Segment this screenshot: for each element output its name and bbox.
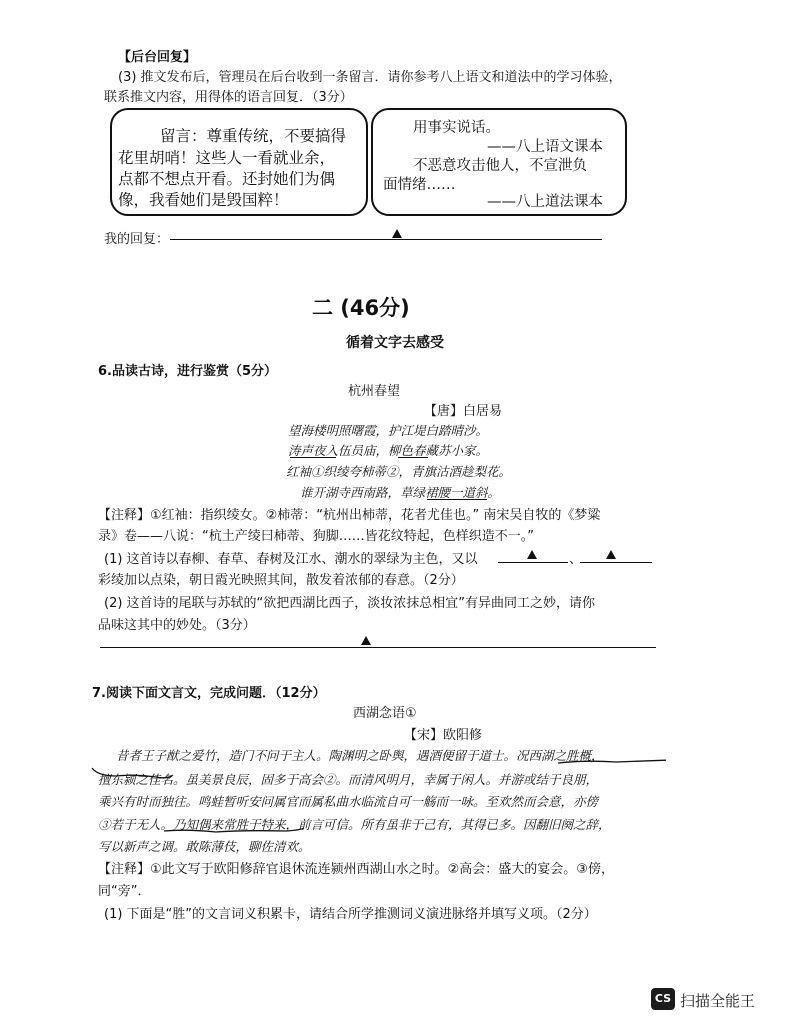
comment-line: 像，我看她们是毁国粹！ xyxy=(118,191,289,209)
textbook-quote-bubble xyxy=(371,108,627,216)
poem-line: 望海楼明照曙霞，护江堤白踏晴沙。 xyxy=(288,423,489,438)
question-7-heading: 7.阅读下面文言文，完成问题．（12分） xyxy=(92,686,326,701)
comment-bubble xyxy=(110,108,368,216)
quote-source: ——八上语文课本 xyxy=(487,139,603,155)
question-6-heading: 6.品读古诗，进行鉴赏（5分） xyxy=(98,364,278,379)
comment-line: 留言：尊重传统，不要搞得 xyxy=(160,127,347,145)
question-6-2-text-cont: 品味这其中的妙处。（3分） xyxy=(98,618,256,633)
quote-line: 面情绪…… xyxy=(383,177,456,193)
blank-separator: 、 xyxy=(569,552,583,567)
blank-1[interactable] xyxy=(498,562,568,563)
poem-line: 涛声夜入伍员庙，柳色春藏苏小家。 xyxy=(288,443,489,458)
answer-marker-icon xyxy=(527,550,537,559)
answer-marker-icon xyxy=(606,550,616,559)
question-3-text: (3) 推文发布后，管理员在后台收到一条留言．请你参考八上语文和道法中的学习体验， xyxy=(118,70,622,85)
prose-line: 乘兴有时而独往。鸣蛙暂听安问属官而属私曲水临流自可一觞而一咏。至欢然而会意，亦傍 xyxy=(98,794,599,809)
quote-line: 用事实说话。 xyxy=(413,120,500,136)
comment-line: 点都不想点开看。还封她们为偶 xyxy=(118,170,336,188)
prose-note: 【注释】①此文写于欧阳修辞官退休流连颍州西湖山水之时。②高会：盛大的宴会。③傍， xyxy=(98,862,614,877)
handwritten-underline-marks xyxy=(86,758,666,838)
scanner-logo-icon: CS xyxy=(651,988,675,1010)
part-subtitle: 循着文字去感受 xyxy=(346,335,444,351)
poem-author: 【唐】白居易 xyxy=(424,404,503,419)
answer-line[interactable] xyxy=(100,647,656,648)
question-6-1-text-cont: 彩绫加以点染，朝日霞光映照其间，散发着浓郁的春意。（2分） xyxy=(98,573,464,588)
prose-title: 西湖念语① xyxy=(353,706,417,721)
question-6-2-text: (2) 这首诗的尾联与苏轼的“欲把西湖比西子，淡妆浓抹总相宜”有异曲同工之妙，请你 xyxy=(104,596,596,611)
poem-underline xyxy=(427,499,487,500)
quote-line: 不恶意攻击他人，不宣泄负 xyxy=(413,158,587,174)
poem-title: 杭州春望 xyxy=(348,384,401,399)
poem-line: 谁开湖寺西南路，草绿裙腰一道斜。 xyxy=(300,485,501,500)
prose-line: 写以新声之调。敢陈薄伎，聊佐清欢。 xyxy=(98,839,311,854)
poem-note: 【注释】①红袖：指织绫女。②柿蒂：“杭州出柿蒂，花者尤佳也。” 南宋吴自牧的《梦粱 xyxy=(98,508,601,523)
prose-author: 【宋】欧阳修 xyxy=(404,728,483,743)
question-6-1-text: (1) 这首诗以春柳、春草、春树及江水、潮水的翠绿为主色，又以 xyxy=(104,552,478,567)
prose-line: 昔者王子猷之爱竹，造门不问于主人。陶渊明之卧舆，遇酒便留于道士。况西湖之胜概， xyxy=(116,748,604,763)
answer-marker-icon xyxy=(361,636,371,645)
reply-label: 我的回复： xyxy=(104,232,170,247)
poem-line: 红袖①织绫夸柿蒂②，青旗沽酒趁梨花。 xyxy=(286,464,512,479)
question-3-text-cont: 联系推文内容，用得体的语言回复．（3分） xyxy=(104,90,353,105)
blank-2[interactable] xyxy=(580,562,652,563)
poem-note-cont: 录》卷——八说：“杭土产绫曰柿蒂、狗脚……皆花纹特起，色样织造不一。” xyxy=(98,529,534,544)
section-heading-back: 【后台回复】 xyxy=(118,50,197,65)
poem-underline xyxy=(398,457,428,458)
question-7-1-text: (1) 下面是“胜”的文言词义积累卡，请结合所学推测词义演进脉络并填写义项。（2分） xyxy=(104,907,597,922)
scanner-brand: 扫描全能王 xyxy=(680,992,756,1010)
prose-line: ③若于无人。乃知偶来常胜于特来，前言可信。所有虽非于己有，其得已多。因翻旧阕之辞， xyxy=(98,817,611,832)
answer-marker-icon xyxy=(392,229,402,238)
comment-line: 花里胡哨！这些人一看就业余， xyxy=(118,149,336,167)
prose-note-cont: 同“旁”． xyxy=(98,884,151,899)
part-title: 二 (46分) xyxy=(312,296,410,320)
poem-underline xyxy=(290,457,336,458)
prose-line: 擅东颍之佳名。虽美景良辰，固多于高会②。而清风明月，幸属于闲人。并游或结于良朋， xyxy=(98,772,599,787)
quote-source: ——八上道法课本 xyxy=(487,194,603,210)
answer-line[interactable] xyxy=(170,239,602,240)
